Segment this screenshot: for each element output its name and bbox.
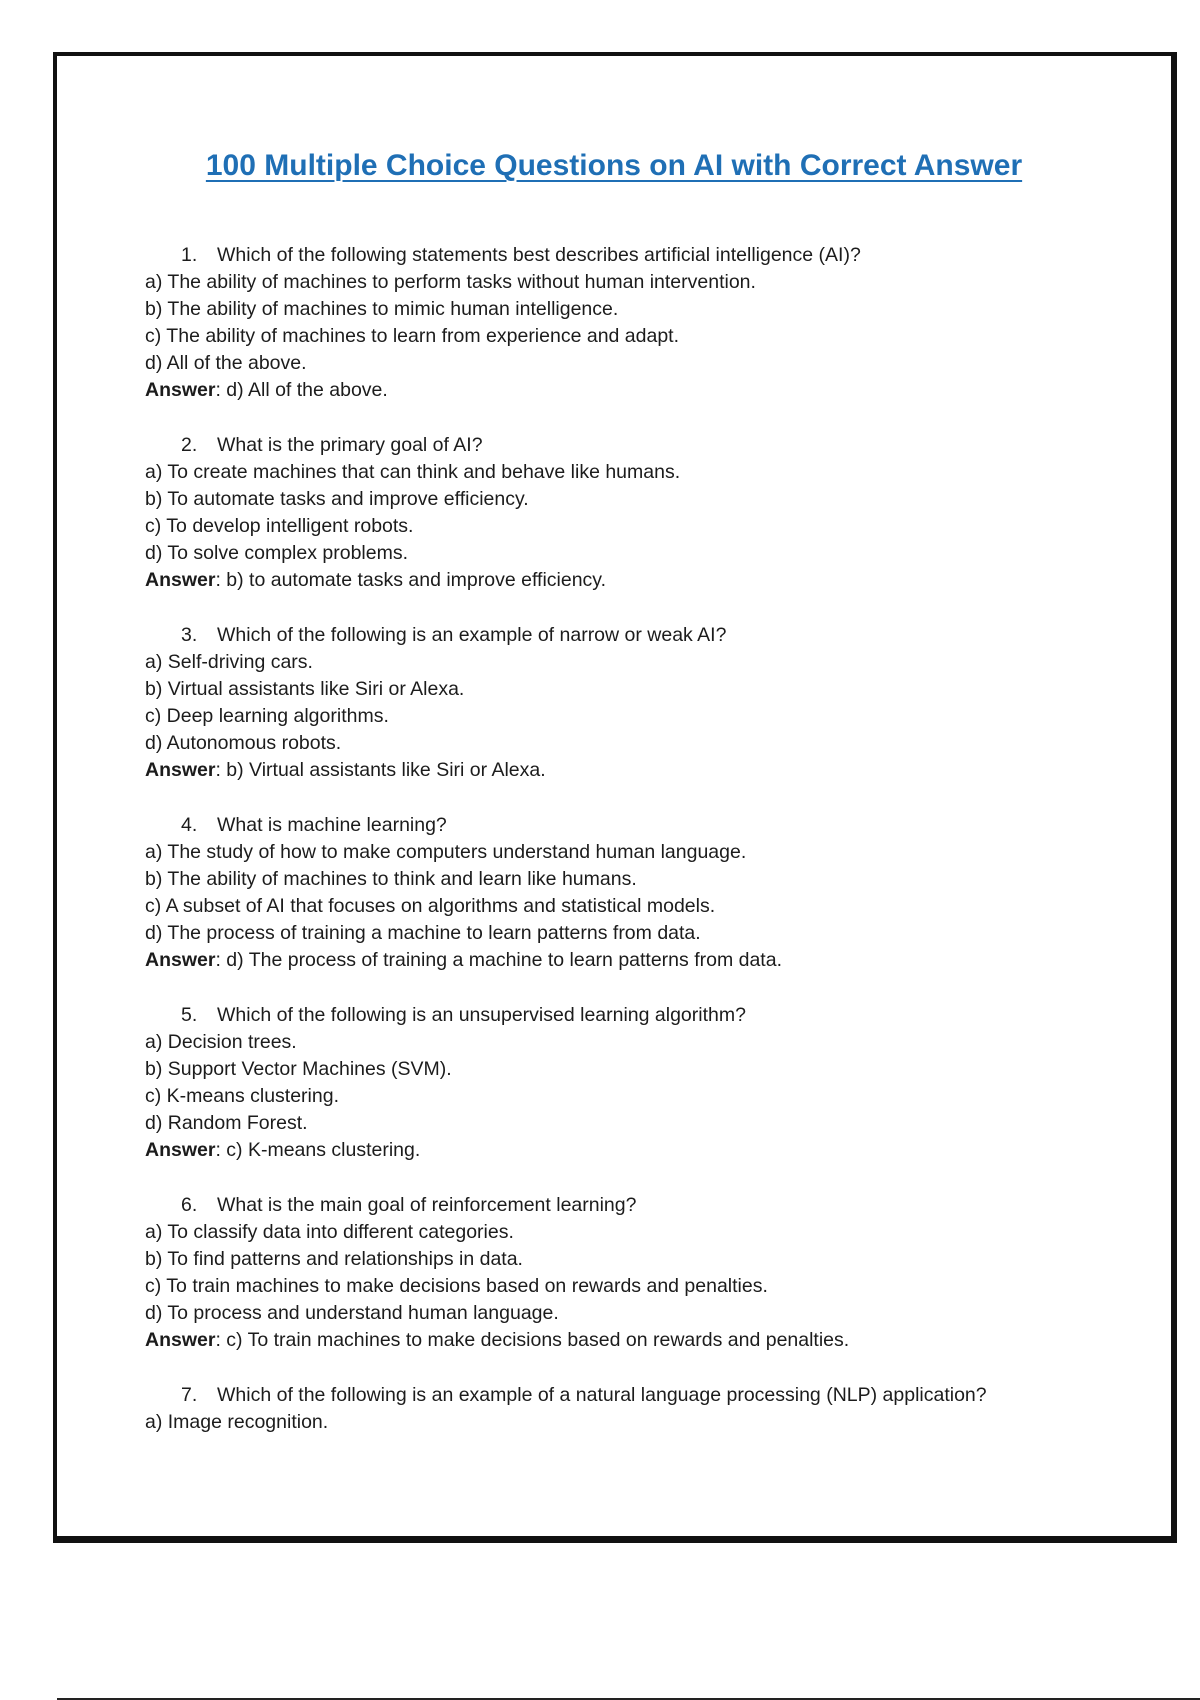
option-b: b) The ability of machines to think and learn like humans. [145, 868, 637, 890]
option-d: d) Autonomous robots. [145, 732, 342, 754]
question-prompt: What is machine learning? [217, 814, 447, 836]
document-title: 100 Multiple Choice Questions on AI with Correct Answer [205, 149, 1023, 182]
question-prompt: Which of the following is an example of a natural language processing (NLP) application? [217, 1384, 987, 1406]
question-number: 2. [181, 434, 198, 456]
question-prompt: Which of the following is an unsupervised learning algorithm? [217, 1004, 746, 1026]
answer-value: d) The process of training a machine to learn patterns from data. [226, 949, 782, 971]
option-b: b) To automate tasks and improve efficiency. [145, 488, 529, 510]
question-prompt: Which of the following is an example of narrow or weak AI? [217, 624, 727, 646]
option-b: b) Virtual assistants like Siri or Alexa. [145, 678, 465, 700]
answer-line: Answer: b) to automate tasks and improve efficiency. [145, 569, 607, 591]
question-number: 5. [181, 1004, 198, 1026]
answer-label: Answer [145, 569, 216, 591]
option-d: d) To solve complex problems. [145, 542, 409, 564]
option-d: d) The process of training a machine to learn patterns from data. [145, 922, 701, 944]
option-a: a) Image recognition. [145, 1411, 329, 1433]
answer-value: b) Virtual assistants like Siri or Alexa. [226, 759, 546, 781]
question-4 [145, 812, 1145, 974]
option-a: a) To classify data into different categories. [145, 1221, 514, 1243]
answer-line: Answer: d) The process of training a machine to learn patterns from data. [145, 949, 782, 971]
answer-line: Answer: d) All of the above. [145, 379, 388, 401]
question-prompt: What is the main goal of reinforcement learning? [217, 1194, 637, 1216]
option-c: c) K-means clustering. [145, 1085, 339, 1107]
answer-line: Answer: c) K-means clustering. [145, 1139, 421, 1161]
question-5 [145, 1002, 1145, 1164]
answer-line: Answer: c) To train machines to make decisions based on rewards and penalties. [145, 1329, 850, 1351]
question-text [145, 1002, 1145, 1029]
question-text [145, 432, 1145, 459]
answer-label: Answer [145, 759, 216, 781]
option-a: a) The study of how to make computers understand human language. [145, 841, 747, 863]
question-text [145, 1192, 1145, 1219]
page-frame [53, 52, 1177, 1543]
option-d: d) All of the above. [145, 352, 307, 374]
option-a: a) Decision trees. [145, 1031, 297, 1053]
option-c: c) The ability of machines to learn from experience and adapt. [145, 325, 680, 347]
option-c: c) To develop intelligent robots. [145, 515, 414, 537]
option-a: a) To create machines that can think and behave like humans. [145, 461, 681, 483]
option-d: d) Random Forest. [145, 1112, 308, 1134]
answer-label: Answer [145, 949, 216, 971]
answer-line: Answer: b) Virtual assistants like Siri or Alexa. [145, 759, 546, 781]
option-c: c) A subset of AI that focuses on algorithms and statistical models. [145, 895, 716, 917]
question-text [145, 242, 1145, 269]
question-7 [145, 1382, 1145, 1436]
question-prompt: What is the primary goal of AI? [217, 434, 483, 456]
question-number: 3. [181, 624, 198, 646]
option-b: b) To find patterns and relationships in data. [145, 1248, 523, 1270]
option-a: a) The ability of machines to perform tasks without human intervention. [145, 271, 756, 293]
question-prompt: Which of the following statements best describes artificial intelligence (AI)? [217, 244, 861, 266]
question-3 [145, 622, 1145, 784]
option-d: d) To process and understand human language. [145, 1302, 559, 1324]
option-b: b) The ability of machines to mimic human intelligence. [145, 298, 619, 320]
option-a: a) Self-driving cars. [145, 651, 313, 673]
answer-label: Answer [145, 1329, 216, 1351]
option-b: b) Support Vector Machines (SVM). [145, 1058, 452, 1080]
answer-value: b) to automate tasks and improve efficiency. [226, 569, 607, 591]
answer-label: Answer [145, 1139, 216, 1161]
answer-value: c) To train machines to make decisions based on rewards and penalties. [226, 1329, 850, 1351]
answer-label: Answer [145, 379, 216, 401]
answer-value: d) All of the above. [226, 379, 388, 401]
answer-value: c) K-means clustering. [226, 1139, 421, 1161]
question-number: 6. [181, 1194, 198, 1216]
question-6 [145, 1192, 1145, 1354]
option-c: c) Deep learning algorithms. [145, 705, 389, 727]
question-text [145, 622, 1145, 649]
option-c: c) To train machines to make decisions based on rewards and penalties. [145, 1275, 768, 1297]
question-list [145, 242, 1145, 1464]
question-number: 1. [181, 244, 198, 266]
question-number: 7. [181, 1384, 198, 1406]
question-1 [145, 242, 1145, 404]
question-2 [145, 432, 1145, 594]
question-text [145, 812, 1145, 839]
question-text [145, 1382, 1145, 1409]
question-number: 4. [181, 814, 198, 836]
